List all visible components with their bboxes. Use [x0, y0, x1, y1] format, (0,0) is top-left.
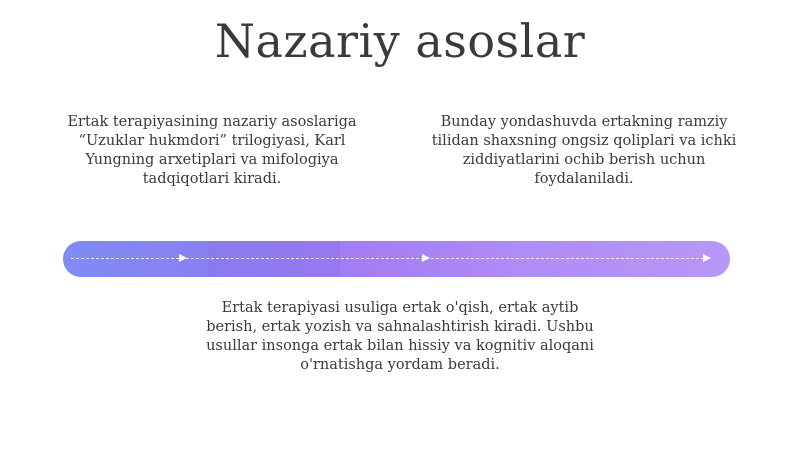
right-paragraph: Bunday yondashuvda ertakning ramziy tilidan shaxsning ongsiz qoliplari va ichki ziddiyatlarini ochib berish uchun foydalaniladi. — [431, 114, 737, 187]
arrow-right-icon — [422, 254, 430, 262]
timeline-segment-3 — [340, 241, 540, 277]
timeline-segment-2 — [208, 241, 340, 277]
arrow-right-icon — [703, 254, 711, 262]
arrow-right-icon — [179, 254, 187, 262]
bottom-paragraph: Ertak terapiyasi usuliga ertak o'qish, ertak aytib berish, ertak yozish va sahnalashtirish kiradi. Ushbu usullar insonga ertak bilan hissiy va kognitiv aloqani o'rnatishga yordam beradi. — [206, 300, 594, 373]
timeline-bar — [63, 241, 730, 277]
left-paragraph: Ertak terapiyasining nazariy asoslariga “Uzuklar hukmdori” trilogiyasi, Karl Yungning arxetiplari va mifologiya tadqiqotlari kiradi. — [67, 114, 357, 187]
slide-title: Nazariy asoslar — [214, 14, 586, 68]
timeline-dashed-line — [71, 258, 709, 259]
